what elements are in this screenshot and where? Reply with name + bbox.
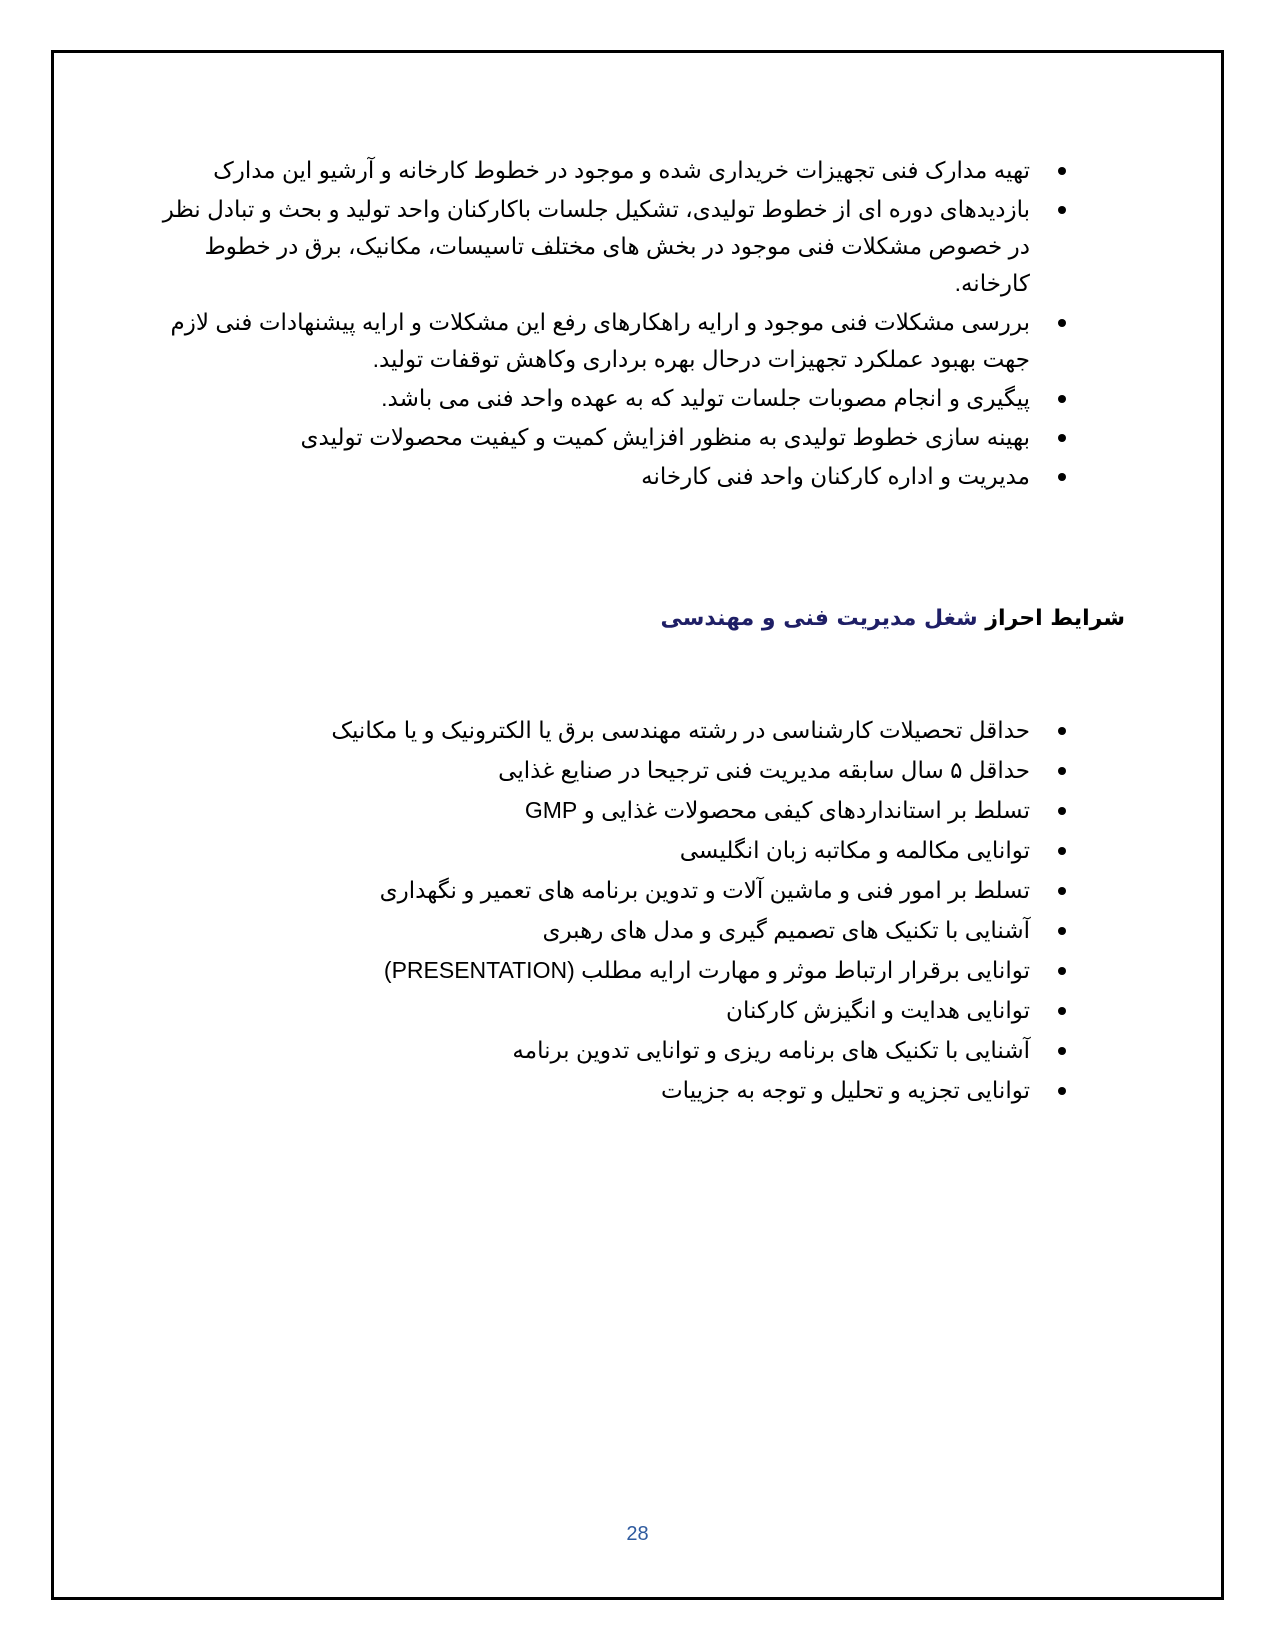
- requirement-item: توانایی مکالمه و مکاتبه زبان انگلیسی: [150, 830, 1110, 870]
- duty-item: تهیه مدارک فنی تجهیزات خریداری شده و موجود در خطوط کارخانه و آرشیو این مدارک: [150, 152, 1110, 191]
- requirements-heading-accent: شغل مدیریت فنی و مهندسی: [660, 606, 978, 631]
- duty-item: مدیریت و اداره کارکنان واحد فنی کارخانه: [150, 458, 1110, 497]
- requirements-heading: [660, 606, 1125, 631]
- requirement-item: آشنایی با تکنیک های برنامه ریزی و توانایی تدوین برنامه: [150, 1030, 1110, 1070]
- requirement-item: تسلط بر استانداردهای کیفی محصولات غذایی و GMP: [150, 790, 1110, 830]
- duty-item: بررسی مشکلات فنی موجود و ارایه راهکارهای رفع این مشکلات و ارایه پیشنهادات فنی لازم جهت بهبود عملکرد تجهیزات درحال بهره برداری وکاهش توقفات تولید.: [150, 304, 1110, 380]
- page-number: 28: [626, 1523, 649, 1545]
- duties-list: [150, 152, 1110, 497]
- duty-item: بازدیدهای دوره ای از خطوط تولیدی، تشکیل جلسات باکارکنان واحد تولید و بحث و تبادل نظر در خصوص مشکلات فنی موجود در بخش های مختلف تاسیسات، مکانیک، برق در خطوط کارخانه.: [150, 191, 1110, 304]
- duty-item: پیگیری و انجام مصوبات جلسات تولید که به عهده واحد فنی می باشد.: [150, 380, 1110, 419]
- requirements-heading-prefix: شرایط احراز: [985, 606, 1125, 631]
- requirement-item: حداقل تحصیلات کارشناسی در رشته مهندسی برق یا الکترونیک و یا مکانیک: [150, 710, 1110, 750]
- requirement-item: توانایی برقرار ارتباط موثر و مهارت ارایه مطلب (PRESENTATION): [150, 950, 1110, 990]
- duty-item: بهینه سازی خطوط تولیدی به منظور افزایش کمیت و کیفیت محصولات تولیدی: [150, 419, 1110, 458]
- requirement-item: تسلط بر امور فنی و ماشین آلات و تدوین برنامه های تعمیر و نگهداری: [150, 870, 1110, 910]
- requirement-item: آشنایی با تکنیک های تصمیم گیری و مدل های رهبری: [150, 910, 1110, 950]
- requirement-item: توانایی هدایت و انگیزش کارکنان: [150, 990, 1110, 1030]
- requirements-list: [150, 710, 1110, 1110]
- requirement-item: حداقل ۵ سال سابقه مدیریت فنی ترجیحا در صنایع غذایی: [150, 750, 1110, 790]
- requirement-item: توانایی تجزیه و تحلیل و توجه به جزییات: [150, 1070, 1110, 1110]
